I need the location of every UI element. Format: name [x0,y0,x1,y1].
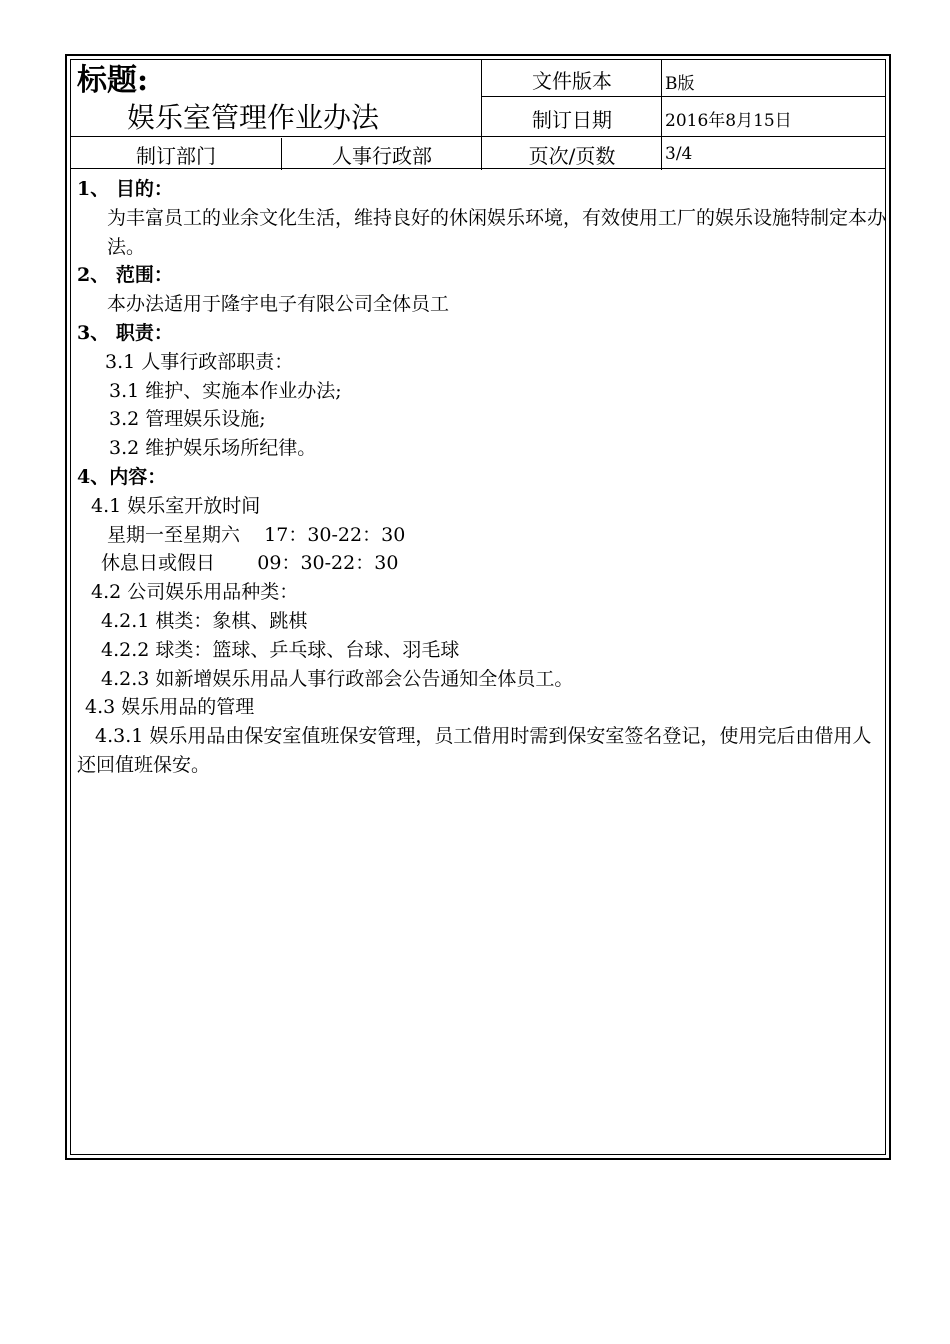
header-divider-values [661,60,662,170]
section-4-1-b: 休息日或假日 09：30-22：30 [101,552,399,575]
section-3-heading: 3、 职责： [77,321,173,344]
document-title: 娱乐室管理作业办法 [127,101,380,134]
page-label: 页次/页数 [528,143,616,168]
header-divider-page [481,138,482,170]
section-3-1-c: 3.2 维护娱乐场所纪律。 [109,437,317,460]
section-4-2-1: 4.2.1 棋类：象棋、跳棋 [101,609,308,632]
section-1-heading: 1、 目的： [77,178,173,200]
dept-value: 人事行政部 [332,143,432,168]
date-row-bottom [481,136,885,137]
version-value: B版 [665,73,695,94]
section-4-1-a: 星期一至星期六 17：30-22：30 [107,523,406,546]
section-1-text: 为丰富员工的业余文化生活，维持良好的休闲娱乐环境，有效使用工厂的娱乐设施特制定本办法。 [107,206,887,258]
section-3-1-b: 3.2 管理娱乐设施; [109,408,266,431]
header-divider-title [481,60,482,138]
section-3-1-a: 3.1 维护、实施本作业办法; [109,379,342,402]
section-4-2-3: 4.2.3 如新增娱乐用品人事行政部会公告通知全体员工。 [101,667,574,690]
section-4-heading: 4、内容： [77,465,167,488]
section-2-heading: 2、 范围： [77,264,173,287]
section-4-2-2: 4.2.2 球类：篮球、乒乓球、台球、羽毛球 [101,638,460,661]
document-frame [65,54,891,1160]
section-3-1: 3.1 人事行政部职责： [105,350,294,373]
document-body [77,175,889,780]
section-4-3-1: 4.3.1 娱乐用品由保安室值班保安管理，员工借用时需到保安室签名登记，使用完后由借用人还回值班保安。 [77,725,872,776]
section-4-2: 4.2 公司娱乐用品种类： [91,581,299,604]
title-label: 标题: [77,63,149,98]
version-label: 文件版本 [532,68,612,93]
date-label: 制订日期 [532,107,612,132]
header-divider-dept [281,138,282,170]
section-2-text: 本办法适用于隆宇电子有限公司全体员工 [107,293,450,316]
dept-label: 制订部门 [136,143,216,168]
section-4-1: 4.1 娱乐室开放时间 [91,494,261,517]
section-4-3: 4.3 娱乐用品的管理 [85,696,255,719]
document-inner-border [70,59,886,1155]
date-value: 2016年8月15日 [665,110,792,131]
title-row-bottom [71,136,481,137]
page-value: 3/4 [665,144,693,164]
